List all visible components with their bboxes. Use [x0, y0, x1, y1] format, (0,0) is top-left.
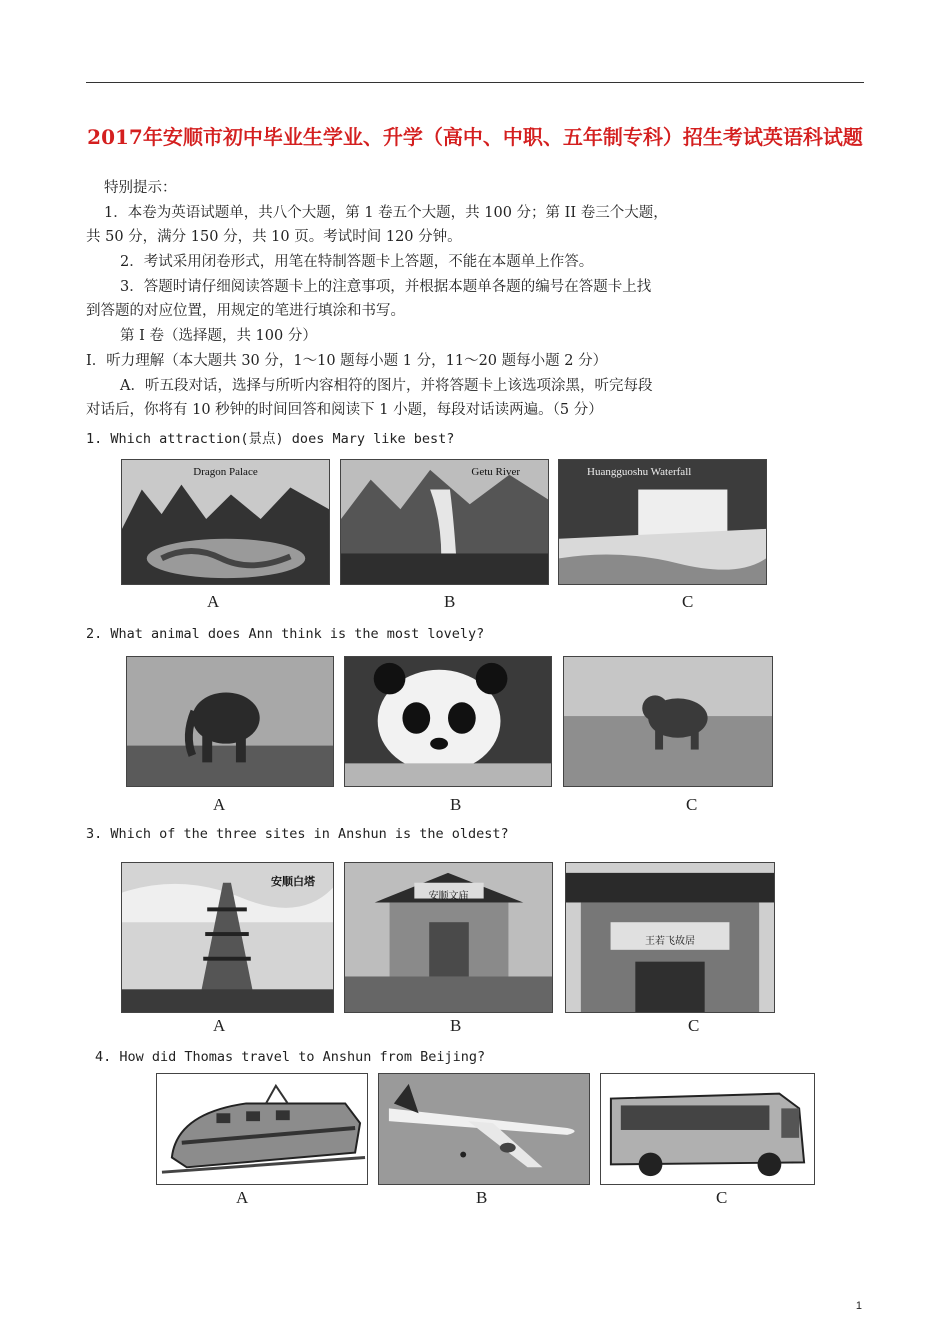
q4-option-c: C	[716, 1188, 728, 1207]
q1-image-a-label: Dragon Palace	[193, 466, 258, 478]
q2-option-a: A	[213, 795, 226, 814]
listening-heading: I．听力理解（本大题共 30 分，1～10 题每小题 1 分，11～20 题每小题 2 分）	[86, 353, 608, 369]
q1-option-c: C	[682, 592, 694, 611]
q3-image-a-label: 安顺白塔	[271, 875, 315, 888]
part-one-heading: 第 I 卷（选择题，共 100 分）	[120, 328, 317, 344]
question-3: 3. Which of the three sites in Anshun is the oldest?	[86, 826, 509, 842]
q2-image-a	[126, 656, 334, 787]
q4-image-c	[600, 1073, 815, 1185]
part-a-instruction-b: 对话后，你将有 10 秒钟的时间回答和阅读下 1 小题，每段对话读两遍。（5 分）	[86, 402, 603, 418]
q2-image-b	[344, 656, 552, 787]
part-a-instruction-a: A．听五段对话，选择与所听内容相符的图片，并将答题卡上该选项涂黑，听完每段	[120, 378, 653, 394]
instruction-3b: 到答题的对应位置，用规定的笔进行填涂和书写。	[86, 303, 405, 319]
q1-image-a	[121, 459, 330, 585]
q2-option-c: C	[686, 795, 698, 814]
instructions-heading: 特别提示：	[104, 180, 177, 196]
q3-option-b: B	[450, 1016, 462, 1035]
header-rule	[86, 82, 864, 83]
q4-image-b	[378, 1073, 590, 1185]
question-4: 4. How did Thomas travel to Anshun from Beijing?	[95, 1049, 486, 1065]
q4-image-a	[156, 1073, 368, 1185]
q3-option-a: A	[213, 1016, 226, 1035]
q1-option-b: B	[444, 592, 456, 611]
q3-image-c-label: 王若飞故居	[645, 936, 695, 947]
q4-option-b: B	[476, 1188, 488, 1207]
instruction-1b: 共 50 分，满分 150 分，共 10 页。考试时间 120 分钟。	[86, 229, 462, 245]
q1-image-b-label: Getu River	[471, 466, 520, 478]
q3-image-c	[565, 862, 775, 1013]
q4-option-a: A	[236, 1188, 249, 1207]
q1-image-b	[340, 459, 549, 585]
q2-option-b: B	[450, 795, 462, 814]
q1-option-a: A	[207, 592, 220, 611]
instruction-1a: 1．本卷为英语试题单，共八个大题，第 1 卷五个大题，共 100 分；第 II 卷三个大题，	[104, 205, 668, 221]
instruction-3a: 3．答题时请仔细阅读答题卡上的注意事项，并根据本题单各题的编号在答题卡上找	[120, 279, 652, 295]
q3-image-a	[121, 862, 334, 1013]
q1-image-c-label: Huangguoshu Waterfall	[587, 466, 692, 478]
instruction-2: 2．考试采用闭卷形式，用笔在特制答题卡上答题，不能在本题单上作答。	[120, 254, 594, 270]
page-title: 2017年安顺市初中毕业生学业、升学（高中、中职、五年制专科）招生考试英语科试题	[87, 125, 863, 149]
question-1: 1. Which attraction(景点) does Mary like best?	[86, 431, 455, 447]
q3-image-b-label: 安顺文庙	[428, 891, 469, 902]
q3-option-c: C	[688, 1016, 700, 1035]
q1-image-c	[558, 459, 767, 585]
q2-image-c	[563, 656, 773, 787]
page-number: 1	[855, 1300, 862, 1312]
q3-image-b	[344, 862, 553, 1013]
question-2: 2. What animal does Ann think is the most lovely?	[86, 626, 485, 642]
